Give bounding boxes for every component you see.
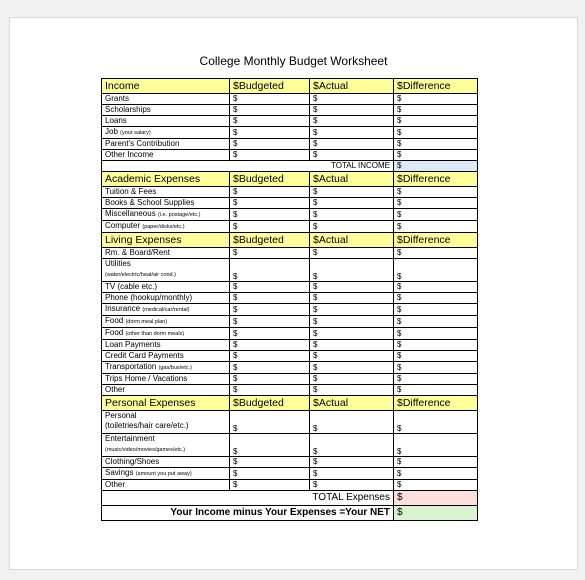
col-actual: $Actual [310,79,394,94]
budgeted-cell[interactable]: $ [230,468,310,480]
table-row [102,221,478,233]
difference-cell[interactable]: $ [394,362,478,374]
insurance-note: (medical/car/rental) [142,307,190,313]
budgeted-cell[interactable]: $ [230,340,310,351]
table-row [102,385,478,396]
actual-cell[interactable]: $ [310,351,394,362]
net-value[interactable]: $ [394,506,478,521]
budgeted-cell[interactable]: $ [230,362,310,374]
total-expenses-value[interactable]: $ [394,491,478,506]
actual-cell[interactable]: $ [310,374,394,385]
income-heading: Income [102,79,230,94]
row-label: Grants [102,94,230,105]
table-row [102,351,478,362]
difference-cell[interactable]: $ [394,480,478,491]
table-row [102,411,478,434]
budget-table [101,78,478,521]
actual-cell[interactable]: $ [310,304,394,316]
budgeted-cell[interactable]: $ [230,221,310,233]
transportation-note: (gas/bus/etc.) [158,365,192,371]
personal-header-row [102,396,478,411]
budgeted-cell[interactable]: $ [230,316,310,328]
row-label: Clothing/Shoes [102,457,230,468]
budgeted-cell[interactable]: $ [230,94,310,105]
entertainment-note: (music/video/movies/games/etc.) [105,447,186,453]
row-label: Phone (hookup/monthly) [102,293,230,304]
actual-cell[interactable]: $ [310,293,394,304]
difference-cell[interactable]: $ [394,248,478,259]
table-row [102,316,478,328]
savings-label: Savings [105,468,134,477]
actual-cell[interactable]: $ [310,340,394,351]
row-label [102,209,230,221]
difference-cell[interactable]: $ [394,328,478,340]
table-row [102,480,478,491]
difference-cell[interactable]: $ [394,282,478,293]
row-label: Trips Home / Vacations [102,374,230,385]
budgeted-cell[interactable]: $ [230,127,310,139]
table-row [102,139,478,150]
row-label: Tuition & Fees [102,187,230,198]
food-label: Food [105,328,124,337]
total-expenses-row [102,491,478,506]
col-difference: $Difference [394,233,478,248]
budgeted-cell[interactable]: $ [230,198,310,209]
table-row [102,105,478,116]
net-row [102,506,478,521]
table-row [102,282,478,293]
row-label [102,304,230,316]
utilities-label: Utilities [105,259,131,268]
difference-cell[interactable]: $ [394,411,478,434]
misc-note: (i.e. postage/etc.) [157,212,201,218]
difference-cell[interactable]: $ [394,139,478,150]
row-label: Other Income [102,150,230,161]
budgeted-cell[interactable]: $ [230,304,310,316]
row-label: Loans [102,116,230,127]
budgeted-cell[interactable]: $ [230,150,310,161]
row-label [102,362,230,374]
budgeted-cell[interactable]: $ [230,480,310,491]
entertainment-label: Entertainment [105,434,155,443]
academic-heading: Academic Expenses [102,172,230,187]
difference-cell[interactable]: $ [394,316,478,328]
computer-note: (paper/disks/etc.) [142,224,185,230]
table-row [102,340,478,351]
personal-heading: Personal Expenses [102,396,230,411]
table-row [102,248,478,259]
budgeted-cell[interactable]: $ [230,374,310,385]
actual-cell[interactable]: $ [310,316,394,328]
food-note: (dorm meal plan) [125,319,168,325]
worksheet-page [9,17,578,570]
col-budgeted: $Budgeted [230,233,310,248]
actual-cell[interactable]: $ [310,468,394,480]
job-note: (your salary) [120,130,151,136]
difference-cell[interactable]: $ [394,105,478,116]
budgeted-cell[interactable]: $ [230,209,310,221]
difference-cell[interactable]: $ [394,304,478,316]
budgeted-cell[interactable]: $ [230,293,310,304]
difference-cell[interactable]: $ [394,259,478,282]
row-label: Loan Payments [102,340,230,351]
misc-label: Miscellaneous [105,209,156,218]
row-label: TV (cable etc.) [102,282,230,293]
living-heading: Living Expenses [102,233,230,248]
col-budgeted: $Budgeted [230,79,310,94]
budgeted-cell[interactable]: $ [230,351,310,362]
academic-header-row [102,172,478,187]
difference-cell[interactable]: $ [394,94,478,105]
row-label [102,411,230,434]
budgeted-cell[interactable]: $ [230,385,310,396]
difference-cell[interactable]: $ [394,457,478,468]
row-label [102,259,230,282]
difference-cell[interactable]: $ [394,221,478,233]
total-income-value[interactable]: $ [394,161,478,172]
row-label [102,434,230,457]
insurance-label: Insurance [105,304,141,313]
job-label: Job [105,127,118,136]
income-header-row [102,79,478,94]
row-label [102,328,230,340]
actual-cell[interactable]: $ [310,282,394,293]
table-row [102,209,478,221]
table-row [102,94,478,105]
row-label: Other [102,480,230,491]
table-row [102,328,478,340]
actual-cell[interactable]: $ [310,259,394,282]
row-label: Books & School Supplies [102,198,230,209]
table-row [102,434,478,457]
table-row [102,259,478,282]
savings-note: (amount you put away) [135,471,192,477]
table-row [102,116,478,127]
actual-cell[interactable]: $ [310,434,394,457]
actual-cell[interactable]: $ [310,248,394,259]
total-income-label: TOTAL INCOME [102,161,394,172]
actual-cell[interactable]: $ [310,209,394,221]
col-difference: $Difference [394,396,478,411]
personal-note: (toiletries/hair care/etc.) [105,421,189,430]
difference-cell[interactable]: $ [394,127,478,139]
table-row [102,374,478,385]
actual-cell[interactable]: $ [310,457,394,468]
food-note: (other than dorm meals) [125,331,185,337]
difference-cell[interactable]: $ [394,374,478,385]
col-budgeted: $Budgeted [230,396,310,411]
col-actual: $Actual [310,396,394,411]
difference-cell[interactable]: $ [394,351,478,362]
total-income-row [102,161,478,172]
total-expenses-label: TOTAL Expenses [102,491,394,506]
row-label: Parent's Contribution [102,139,230,150]
budgeted-cell[interactable]: $ [230,434,310,457]
actual-cell[interactable]: $ [310,187,394,198]
actual-cell[interactable]: $ [310,385,394,396]
difference-cell[interactable]: $ [394,150,478,161]
actual-cell[interactable]: $ [310,105,394,116]
row-label [102,316,230,328]
budgeted-cell[interactable]: $ [230,105,310,116]
difference-cell[interactable]: $ [394,340,478,351]
budgeted-cell[interactable]: $ [230,116,310,127]
difference-cell[interactable]: $ [394,209,478,221]
computer-label: Computer [105,221,141,230]
difference-cell[interactable]: $ [394,187,478,198]
table-row [102,293,478,304]
col-actual: $Actual [310,172,394,187]
difference-cell[interactable]: $ [394,434,478,457]
budgeted-cell[interactable]: $ [230,139,310,150]
row-label: Scholarships [102,105,230,116]
table-row [102,150,478,161]
actual-cell[interactable]: $ [310,411,394,434]
budgeted-cell[interactable]: $ [230,411,310,434]
food-label: Food [105,316,124,325]
budgeted-cell[interactable]: $ [230,259,310,282]
table-row [102,362,478,374]
budgeted-cell[interactable]: $ [230,187,310,198]
difference-cell[interactable]: $ [394,468,478,480]
row-label: Other [102,385,230,396]
actual-cell[interactable]: $ [310,116,394,127]
actual-cell[interactable]: $ [310,362,394,374]
row-label: Rm. & Board/Rent [102,248,230,259]
table-row [102,468,478,480]
col-difference: $Difference [394,172,478,187]
table-row [102,198,478,209]
living-header-row [102,233,478,248]
utilities-note: (water/electric/heat/air cond.) [105,272,176,278]
actual-cell[interactable]: $ [310,480,394,491]
row-label [102,221,230,233]
table-row [102,304,478,316]
difference-cell[interactable]: $ [394,385,478,396]
actual-cell[interactable]: $ [310,328,394,340]
worksheet-title: College Monthly Budget Worksheet [199,54,388,68]
actual-cell[interactable]: $ [310,198,394,209]
table-row [102,127,478,139]
actual-cell[interactable]: $ [310,94,394,105]
personal-label: Personal [105,411,137,420]
actual-cell[interactable]: $ [310,127,394,139]
budgeted-cell[interactable]: $ [230,457,310,468]
budgeted-cell[interactable]: $ [230,248,310,259]
difference-cell[interactable]: $ [394,198,478,209]
row-label [102,468,230,480]
row-label [102,127,230,139]
difference-cell[interactable]: $ [394,293,478,304]
actual-cell[interactable]: $ [310,150,394,161]
budgeted-cell[interactable]: $ [230,282,310,293]
row-label: Credit Card Payments [102,351,230,362]
transportation-label: Transportation [105,362,157,371]
difference-cell[interactable]: $ [394,116,478,127]
table-row [102,187,478,198]
budgeted-cell[interactable]: $ [230,328,310,340]
col-budgeted: $Budgeted [230,172,310,187]
net-label: Your Income minus Your Expenses =Your NET [102,506,394,521]
actual-cell[interactable]: $ [310,221,394,233]
col-actual: $Actual [310,233,394,248]
actual-cell[interactable]: $ [310,139,394,150]
table-row [102,457,478,468]
col-difference: $Difference [394,79,478,94]
